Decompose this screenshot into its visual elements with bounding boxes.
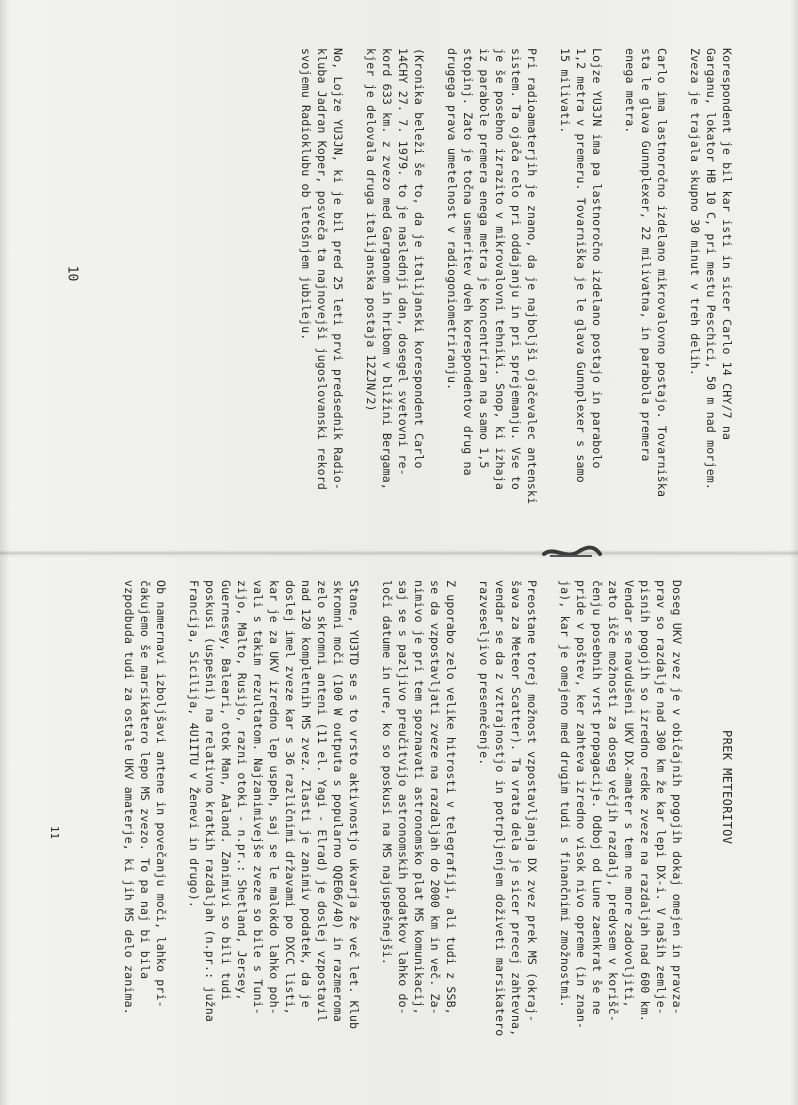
page-number-11: 11	[48, 825, 62, 840]
paragraph: Carlo ima lastnoročno izdelano mikrovalovno postajo. Tovarniška sta le glava Gunnplexer, 22 milivatna, in parabola premera enega metra.	[623, 48, 669, 498]
paragraph: Preostane torej možnost vzpostavljanja DX zvez prek MS (okraj- šava za Meteor Scatter). Ta vrata dela je sicer precej zahtevna, vendar se da z vztrajnostjo in potrpljenjem doživeti marsikatero razveseljivo presenečenje.	[477, 580, 539, 1037]
paragraph: No, Lojze YU3JN, ki je bil pred 25 leti prvi predsednik Radio- kluba Jadran Koper, posveča ta najnovejši jugoslovanski rekord svojemu Radioklubu ob letošnjem jubileju.	[299, 48, 345, 491]
paragraph: Z uporabo zelo velike hitrosti v telegrafiji, ali tudi z SSB, se da vzpostavljati zveze na razdaljah do 2000 km in več. Za- nimivo je pri tem spoznavati astronomsko plat MS komunikacij, saj se s pazljivo preučitvijo astronomskih podatkov lahko do- loči datume in ure, ko so poskusi na MS najuspešnejši.	[380, 580, 458, 1015]
staple-icon	[540, 540, 604, 566]
page-10	[35, 48, 735, 543]
paragraph: Pri radioamaterjih je znano, da je najboljši ojačevalec antenski sistem. Ta ojača celo pri oddajanju in pri sprejemanju. Vse to je še posebno izrazito v mikrovalovni tehniki. Snop, ki izhaja iz parabole premera enega metra je koncentriran na samo 1,5 stopinj. Zato je točna usmeritev dveh korespondentov drug na drugega prava umetelnost v radiogoniometriranju.	[445, 48, 539, 505]
page-11	[35, 580, 735, 1075]
page-number-10: 10	[64, 265, 80, 282]
paragraph: (Kronika beleži še to, da je italijanski korespondent Carlo 14CHY 27. 7. 1979. to je naslednji dan, dosegel svetovni re- kord 633 km. z zvezo med Garganom in hribom v bližini Bergama, kjer je delovala druga italijanska postaja 12ZJN/2)	[364, 48, 426, 491]
paragraph: Korespondent je bil kar isti in sicer Carlo 14 CHY/7 na Garganu, lokator HB 10 C, pri mestu Peschici, 50 m nad morjem. Zveza je trajala skupno 30 minut v treh delih.	[688, 48, 734, 491]
article-title: PREK METEORITOV	[720, 730, 734, 845]
paragraph: Lojze YU3JN ima pa lastnoročno izdelano postajo in parabolo 1,2 metra v premeru. Tovarniška je le glava Gunnplexer s samo 15 milivati.	[558, 48, 604, 483]
paragraph: Doseg UKV zvez je v običajnih pogojih dokaj omejen in pravza- prav so razdalje nad 300 km že kar lepi DX-i. V naših zemlje- pisnih pogojih so izredno redke zveze na razdaljah nad 600 km. Vendar se navdušeni UKV DX-amater s tem ne more zadovoljiti, zato išče možnosti za doseg večjih razdalj, predvsem v korišč- čenju posebnih vrst propagacije. Odboj od Lune zaenkrat še ne pride v poštev, ker zahteva izredno visok nivo opreme (in znan- ja), kar je omejeno med drugim tudi s finančnimi zmožnostmi.	[558, 580, 684, 1030]
paragraph: Ob namernavi izboljšavi antene in povečanju moči, lahko pri- čakujemo še marsikatero lepo MS zvezo. To pa naj bi bila vzpodbuda tudi za ostale UKV amaterje, ki jih MS delo zanima.	[122, 580, 168, 1015]
page-fold	[0, 550, 798, 558]
paragraph: Stane, YU3TD se s to vrsto aktivnostjo ukvarja že več let. Klub skromni moči (100 W outputa s popularno QQE06/40) in razmeroma zelo skromni anteni (11 el. Yagi - Elrad) je doslej vzpostavil nad 120 kompletnih MS zvez. Zlasti je zanimiv podatek, da je doslej imel zveze kar s 36 različnimi državami po DXCC listi, kar je za UKV izredno lep uspeh, saj se le malokdo lahko poh- vali s takim rezultatom. Najzanimivejše zveze so bile s Tuni- zijo, Malto, Rusijo, razni otoki - n.pr.: Shetland, Jersey, Guernesey, Baleari, otok Man, Ааland. Zanimivi so bili tudi poskusi (uspešni) na relativno kratkih razdaljah (n.pr.: južna Francija, Sicilija, 4U1ITU v Ženevi in drugo).	[187, 580, 361, 1030]
